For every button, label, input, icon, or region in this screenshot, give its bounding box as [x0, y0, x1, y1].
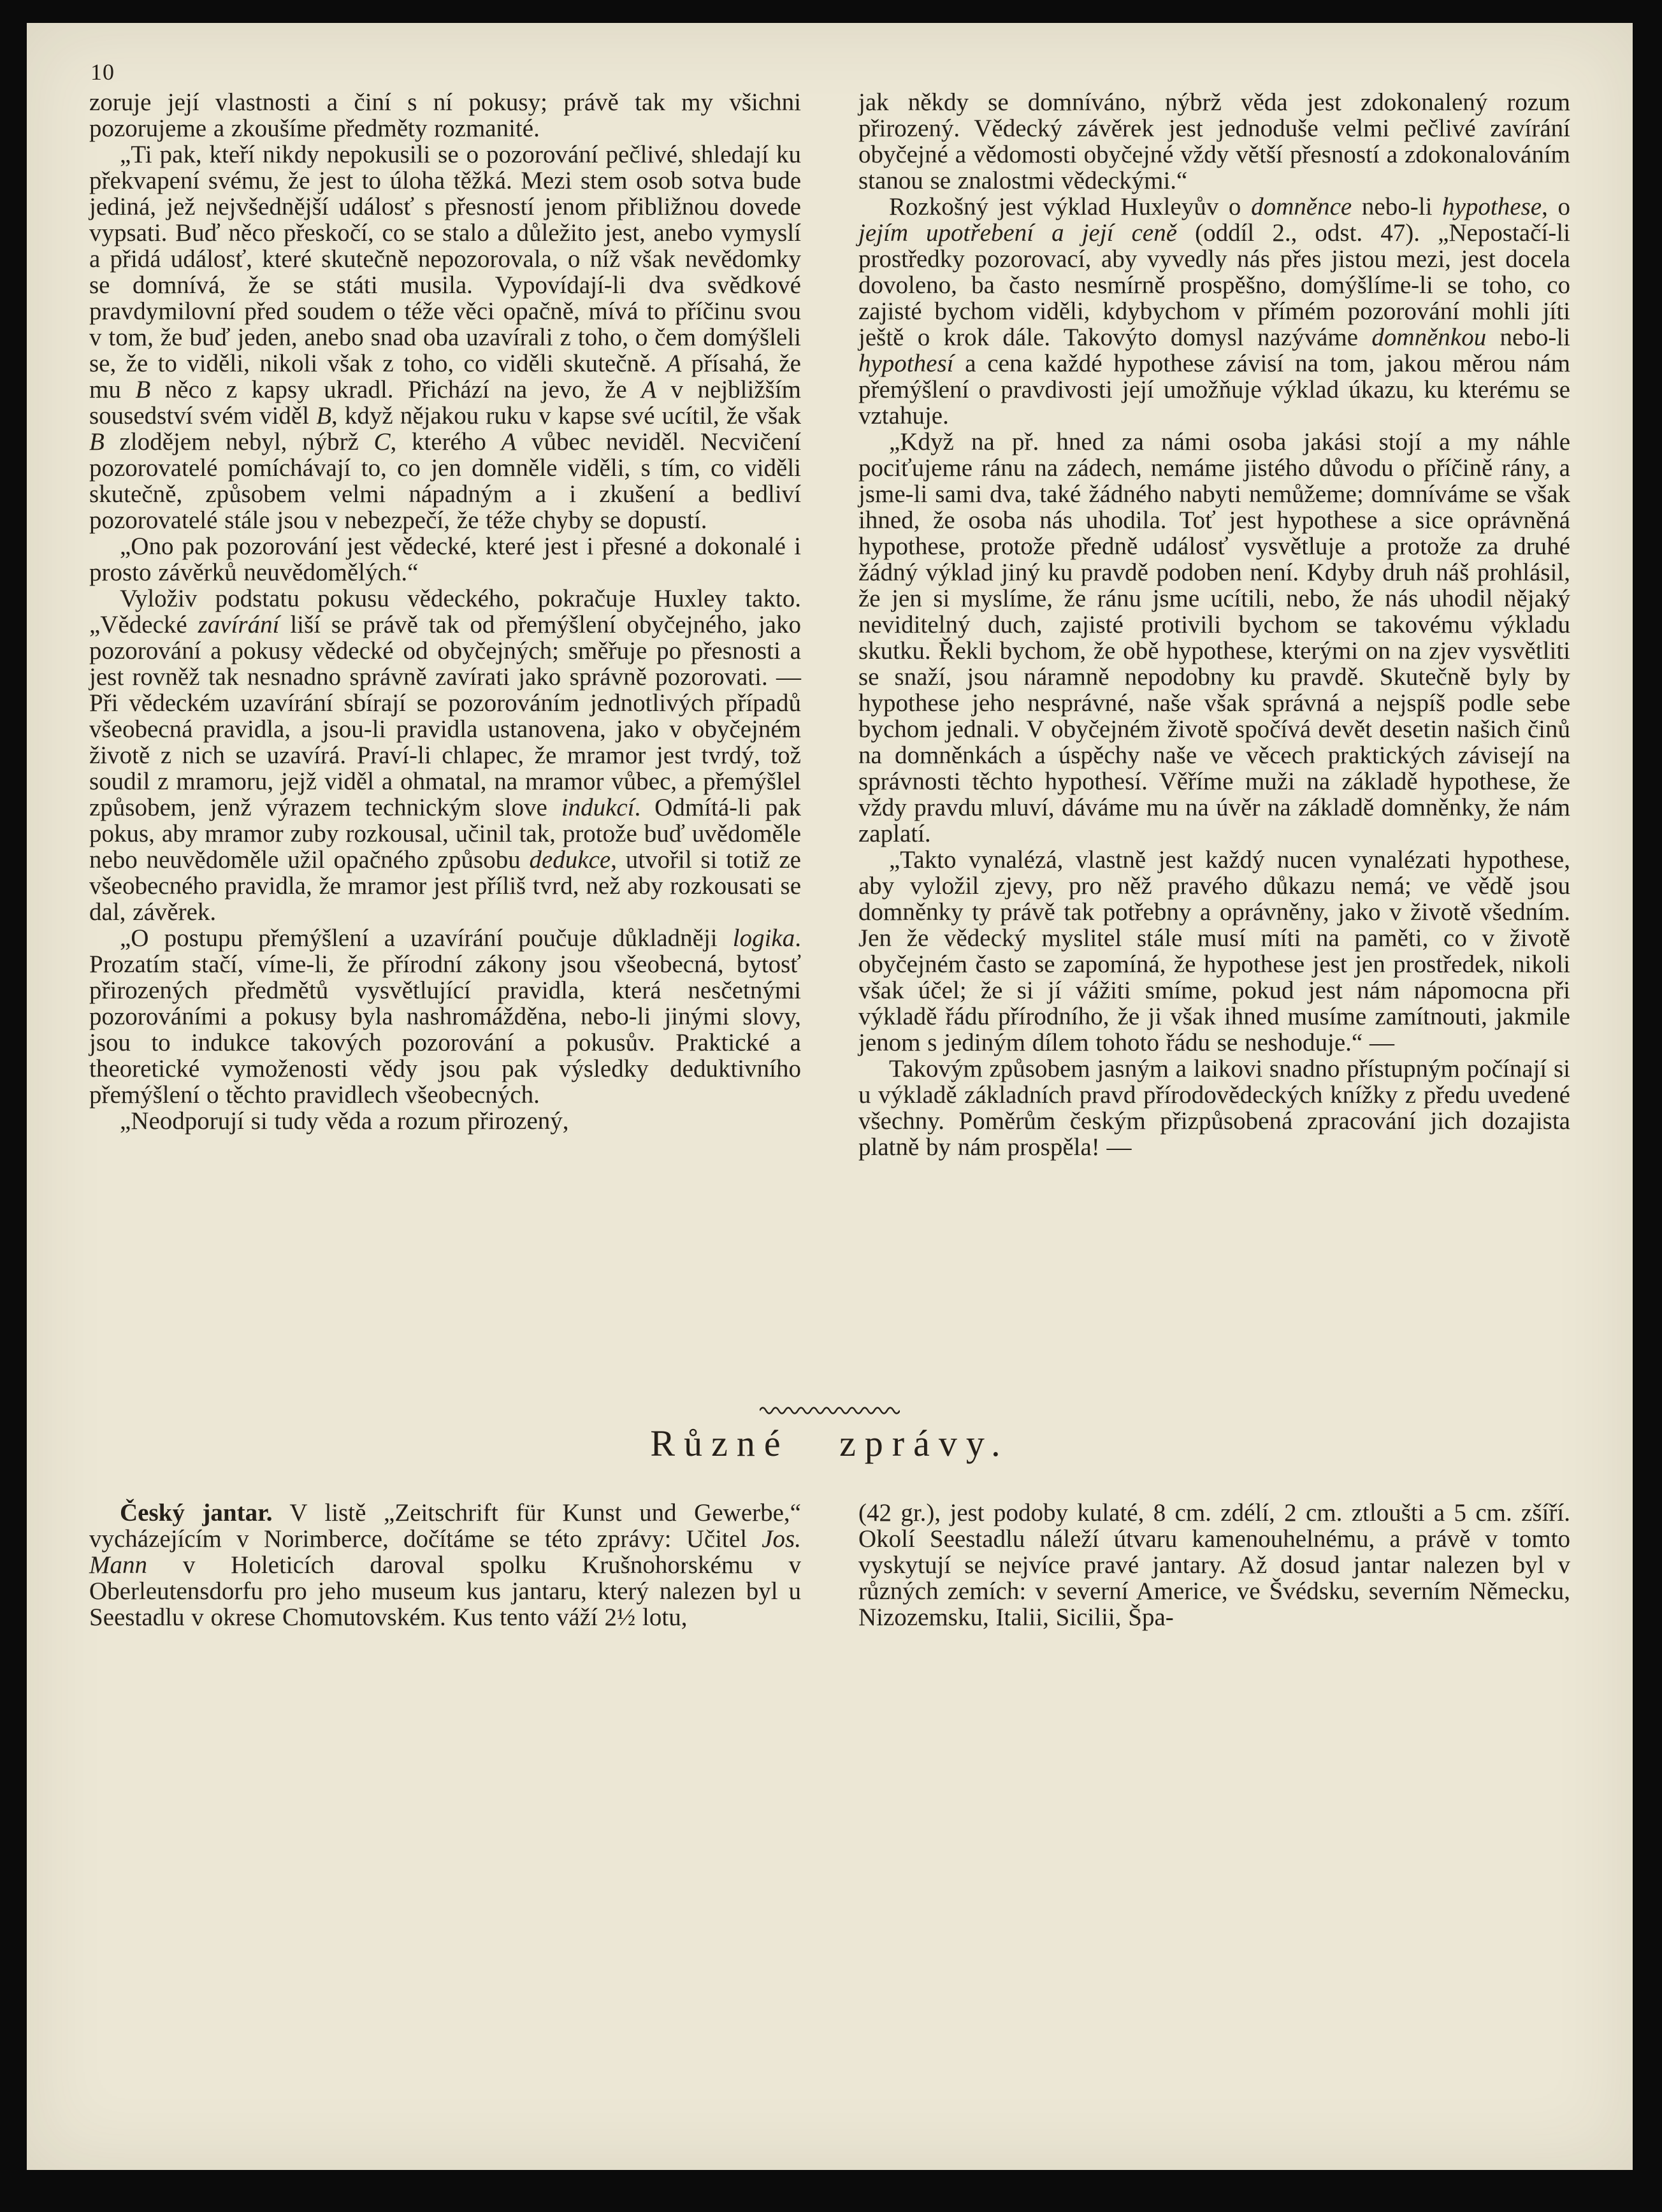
- article-right-column: [858, 89, 1570, 1160]
- paragraph: „Když na př. hned za námi osoba jakási stojí a my náhle pociťujeme ránu na zádech, nemáme jistého důvodu o příčině rány, a jsme-li sami dva, také žádného nabyti nemůžeme; domníváme se však ihned, že osoba nás uhodila. Toť jest hypothese a sice oprávněná hypothese, protože předně událosť vysvětluje a protože za druhé žádný výklad jiný ku pravdě podoben není. Kdyby druh náš prohlásil, že jen si myslíme, že ránu jsme ucítili, nebo, že nás uhodil nějaký neviditelný duch, zajisté protivili bychom se takovému výkladu skutku. Řekli bychom, že obě hypothese, kterými on na zjev vysvětliti se snaží, jsou náramně nepodobny ku pravdě. Skutečně byly by hypothese jeho nesprávné, naše však správná a nejspíš podle sebe bychom jednali. V obyčejném životě spočívá devět desetin našich činů na domněnkách a úspěchy naše ve věcech praktických závisejí na správnosti těchto hypothesí. Věříme muži na základě hypothese, že vždy pravdu mluví, dáváme mu na úvěr na základě domněnky, že nám zaplatí.: [858, 428, 1570, 847]
- news-left-column: [89, 1500, 801, 1630]
- news-section: [89, 1500, 1570, 1630]
- paragraph: Takovým způsobem jasným a laikovi snadno přístupným počínají si u výkladě základních pravd přírodovědeckých knížky z předu uvedené všechny. Poměrům českým přizpůsobená zpracování jich dozajista platně by nám prospěla! —: [858, 1055, 1570, 1161]
- paragraph: „Ti pak, kteří nikdy nepokusili se o pozorování pečlivé, shledají ku překvapení svému, že jest to úloha těžká. Mezi stem osob sotva bude jediná, jež nejvšednější událosť s přesností jenom přibližnou dovede vypsati. Buď něco přeskočí, co se stalo a důležito jest, anebo vymyslí a přidá událosť, které skutečně nepozorovala, o níž však nevědomky se domnívá, že se státi musila. Vypovídají-li dva svědkové pravdymilovní před soudem o téže věci opačně, mívá to příčinu svou v tom, že buď jeden, anebo snad oba uzavírali z toho, o čem domýšleli se, že to viděli, nikoli však z toho, co viděli skutečně. A přísahá, že mu B něco z kapsy ukradl. Přichází na jevo, že A v nejbližším sousedství svém viděl B, když nějakou ruku v kapse své ucítil, že však B zlodějem nebyl, nýbrž C, kterého A vůbec neviděl. Necvičení pozorovatelé pomíchávají to, co jen domněle viděli, s tím, co viděli skutečně, způsobem velmi nápadným a i zkušení a bedliví pozorovatelé stále jsou v nebezpečí, že téže chyby se dopustí.: [89, 141, 802, 534]
- squiggle-divider: [27, 1404, 1633, 1414]
- paragraph: Vyloživ podstatu pokusu vědeckého, pokračuje Huxley takto. „Vědecké zavírání liší se právě tak od přemýšlení obyčejného, jako pozorování a pokusy vědecké od obyčejných; směřuje po přesnosti a jest rovněž tak nesnadno správně zavírati jako správně pozorovati. — Při vědeckém uzavírání sbírají se pozorováním jednotlivých případů všeobecná pravidla, a jsou-li pravidla ustanovena, jako v obyčejném životě z nich se uzavírá. Praví-li chlapec, že mramor jest tvrdý, tož soudil z mramoru, jejž viděl a ohmatal, na mramor vůbec, a přemýšlel způsobem, jenž výrazem technickým slove indukcí. Odmítá-li pak pokus, aby mramor zuby rozkousal, učinil tak, protože buď uvědoměle nebo neuvědoměle užil opačného způsobu dedukce, utvořil si totiž ze všeobecného pravidla, že mramor jest příliš tvrd, než aby rozkousati se dal, závěrek.: [89, 585, 802, 926]
- book-page: [27, 23, 1633, 2170]
- paragraph: jak někdy se domníváno, nýbrž věda jest zdokonalený rozum přirozený. Vědecký závěrek jest jednoduše velmi pečlivé zavírání obyčejné a vědomosti obyčejné vždy větší přesností a zdokonalováním stanou se znalostmi vědeckými.“: [858, 89, 1570, 194]
- paragraph: Rozkošný jest výklad Huxleyův o domněnce nebo-li hypothese, o jejím upotřebení a její ceně (oddíl 2., odst. 47). „Nepostačí-li prostředky pozorovací, aby vyvedly nás přes jistou mezi, jest docela dovoleno, ba často nesmírně prospěšno, domýšlíme-li se toho, co zajisté bychom viděli, kdybychom v přímém pozorování mohli jíti ještě o krok dále. Takovýto domysl nazýváme domněnkou nebo-li hypothesí a cena každé hypothese závisí na tom, jakou měrou nám přemýšlení o pravdivosti její umožňuje výklad úkazu, ku kterému se vztahuje.: [858, 193, 1571, 429]
- page-number: 10: [90, 59, 115, 85]
- paragraph: „O postupu přemýšlení a uzavírání poučuje důkladněji logika. Prozatím stačí, víme-li, že přírodní zákony jsou všeobecná, bytosť přirozených předmětů vysvětlující pravidla, která nesčetnými pozorováními a pokusy byla nashromážděna, nebo-li jinými slovy, jsou to indukce takových pozorování a pokusův. Praktické a theoretické vymoženosti vědy jsou pak výsledky deduktivního přemýšlení o těchto pravidlech všeobecných.: [89, 924, 801, 1109]
- paragraph: Český jantar. V listě „Zeitschrift für Kunst und Gewerbe,“ vycházejícím v Norimberce, dočítáme se této zprávy: Učitel Jos. Mann v Holeticích daroval spolku Krušnohorskému v Oberleutensdorfu pro jeho museum kus jantaru, který nalezen byl u Seestadlu v okrese Chomutovském. Kus tento váží 2½ lotu,: [89, 1499, 801, 1631]
- section-heading: Různé zprávy.: [650, 1423, 1009, 1464]
- paragraph: (42 gr.), jest podoby kulaté, 8 cm. zdélí, 2 cm. ztloušti a 5 cm. zšíří. Okolí Seestadlu náleží útvaru kamenouhelnému, a právě v tomto vyskytují se nejvíce pravé jantary. Až dosud jantar nalezen byl v různých zemích: v severní Americe, ve Švédsku, severním Německu, Nizozemsku, Italii, Sicilii, Špa-: [858, 1499, 1570, 1631]
- paragraph: zoruje její vlastnosti a činí s ní pokusy; právě tak my všichni pozorujeme a zkoušíme předměty rozmanité.: [89, 89, 801, 142]
- paragraph: „Neodporují si tudy věda a rozum přirozený,: [120, 1107, 569, 1135]
- paragraph: „Takto vynalézá, vlastně jest každý nucen vynalézati hypothese, aby vyložil zjevy, pro něž pravého důkazu nemá; ve vědě jsou domněnky ty právě tak potřebny a oprávněny, jako v životě všedním. Jen že vědecký myslitel stále musí míti na paměti, co v životě obyčejném často se zapomíná, že hypothese jest jen prostředek, nikoli však účel; že si jí vážiti smíme, pokud jest nám nápomocna při výkladě řádu přírodního, že ji však ihned musíme zamítnouti, jakmile jenom s jediným dílem tohoto řádu se neshoduje.“ —: [858, 846, 1570, 1056]
- article-body: [89, 89, 1570, 1160]
- paragraph: „Ono pak pozorování jest vědecké, které jest i přesné a dokonalé i prosto závěrků neuvědomělých.“: [89, 533, 801, 586]
- news-right-column: [858, 1500, 1570, 1630]
- article-left-column: [89, 89, 801, 1160]
